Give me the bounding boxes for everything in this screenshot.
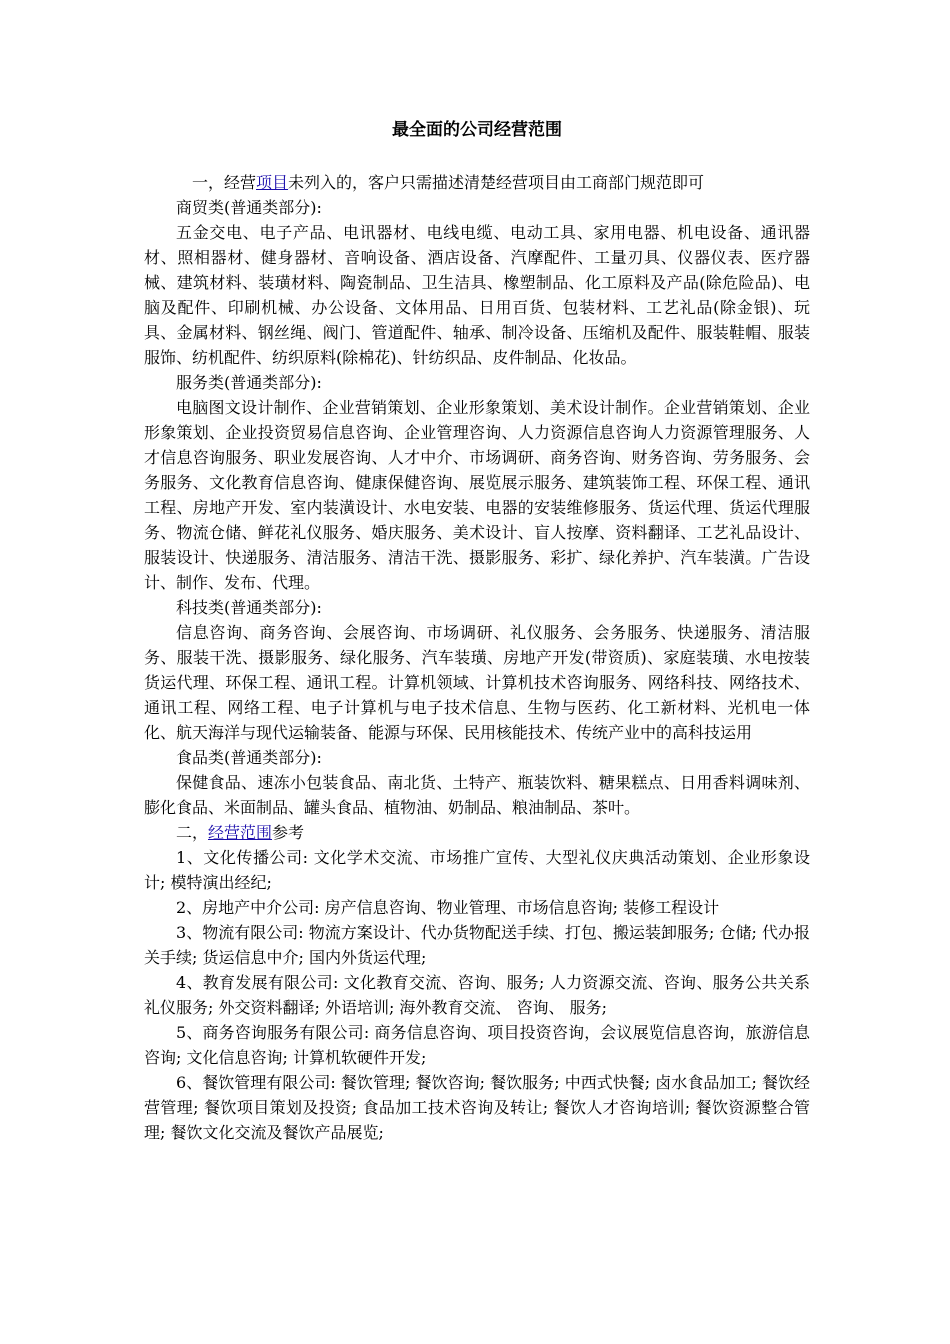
food-body: 保健食品、速冻小包装食品、南北货、土特产、瓶装饮料、糖果糕点、日用香料调味剂、膨化食品、米面制品、罐头食品、植物油、奶制品、粮油制品、茶叶。 xyxy=(144,773,810,817)
tech-heading: 科技类(普通类部分): xyxy=(176,598,322,617)
tech-body: 信息咨询、商务咨询、会展咨询、市场调研、礼仪服务、会务服务、快递服务、清洁服务、服装干洗、摄影服务、绿化服务、汽车装璜、房地产开发(带资质)、家庭装璜、水电按装货运代理、环保工程、通讯工程。计算机领域、计算机技术咨询服务、网络科技、网络技术、通讯工程、网络工程、电子计算机与电子技术信息、生物与医药、化工新材料、光机电一体化、航天海洋与现代运输装备、能源与环保、民用核能技术、传统产业中的高科技运用 xyxy=(144,623,810,742)
business-scope-link[interactable]: 经营范围 xyxy=(208,823,273,842)
intro-paragraph xyxy=(144,170,810,195)
trade-body: 五金交电、电子产品、电讯器材、电线电缆、电动工具、家用电器、机电设备、通讯器材、照相器材、健身器材、音响设备、酒店设备、汽摩配件、工量刃具、仪器仪表、医疗器械、建筑材料、装璜材料、陶瓷制品、卫生洁具、橡塑制品、化工原料及产品(除危险品)、电脑及配件、印刷机械、办公设备、文体用品、日用百货、包装材料、工艺礼品(除金银)、玩具、金属材料、钢丝绳、阀门、管道配件、轴承、制冷设备、压缩机及配件、服装鞋帽、服装服饰、纺机配件、纺织原料(除棉花)、针纺织品、皮件制品、化妆品。 xyxy=(144,223,810,367)
intro-text-before: 一，经营 xyxy=(192,173,257,192)
section2-text-after: 参考 xyxy=(272,823,305,842)
project-link[interactable]: 项目 xyxy=(256,173,289,192)
document-title: 最全面的公司经营范围 xyxy=(392,120,562,140)
section2-heading xyxy=(144,820,810,845)
list-item: 2、房地产中介公司: 房产信息咨询、物业管理、市场信息咨询; 装修工程设计 xyxy=(176,898,720,917)
service-body: 电脑图文设计制作、企业营销策划、企业形象策划、美术设计制作。企业营销策划、企业形象策划、企业投资贸易信息咨询、企业管理咨询、人力资源信息咨询人力资源管理服务、人才信息咨询服务、职业发展咨询、人才中介、市场调研、商务咨询、财务咨询、劳务服务、会务服务、文化教育信息咨询、健康保健咨询、展览展示服务、建筑装饰工程、环保工程、通讯工程、房地产开发、室内装潢设计、水电安装、电器的安装维修服务、货运代理、货运代理服务、物流仓储、鲜花礼仪服务、婚庆服务、美术设计、盲人按摩、资料翻译、工艺礼品设计、服装设计、快递服务、清洁服务、清洁干洗、摄影服务、彩扩、绿化养护、汽车装潢。广告设计、制作、发布、代理。 xyxy=(144,398,810,592)
list-item: 4、教育发展有限公司: 文化教育交流、咨询、服务; 人力资源交流、咨询、服务公共关系礼仪服务; 外交资料翻译; 外语培训; 海外教育交流、 咨询、 服务; xyxy=(144,973,810,1017)
document-page xyxy=(144,118,810,1145)
service-heading: 服务类(普通类部分): xyxy=(176,373,322,392)
section2-text-before: 二， xyxy=(176,823,209,842)
list-item: 1、文化传播公司: 文化学术交流、市场推广宣传、大型礼仪庆典活动策划、企业形象设计; 模特演出经纪; xyxy=(144,848,810,892)
intro-text-after: 未列入的，客户只需描述清楚经营项目由工商部门规范即可 xyxy=(288,173,705,192)
list-item: 5、商务咨询服务有限公司: 商务信息咨询、项目投资咨询，会议展览信息咨询，旅游信息咨询; 文化信息咨询; 计算机软硬件开发; xyxy=(144,1023,810,1067)
trade-heading: 商贸类(普通类部分): xyxy=(176,198,322,217)
food-heading: 食品类(普通类部分): xyxy=(176,748,322,767)
list-item: 6、餐饮管理有限公司: 餐饮管理; 餐饮咨询; 餐饮服务; 中西式快餐; 卤水食品加工; 餐饮经营管理; 餐饮项目策划及投资; 食品加工技术咨询及转让; 餐饮人才咨询培训; 餐饮资源整合管理; 餐饮文化交流及餐饮产品展览; xyxy=(144,1073,810,1142)
list-item: 3、物流有限公司: 物流方案设计、代办货物配送手续、打包、搬运装卸服务; 仓储; 代办报关手续; 货运信息中介; 国内外货运代理; xyxy=(144,923,810,967)
